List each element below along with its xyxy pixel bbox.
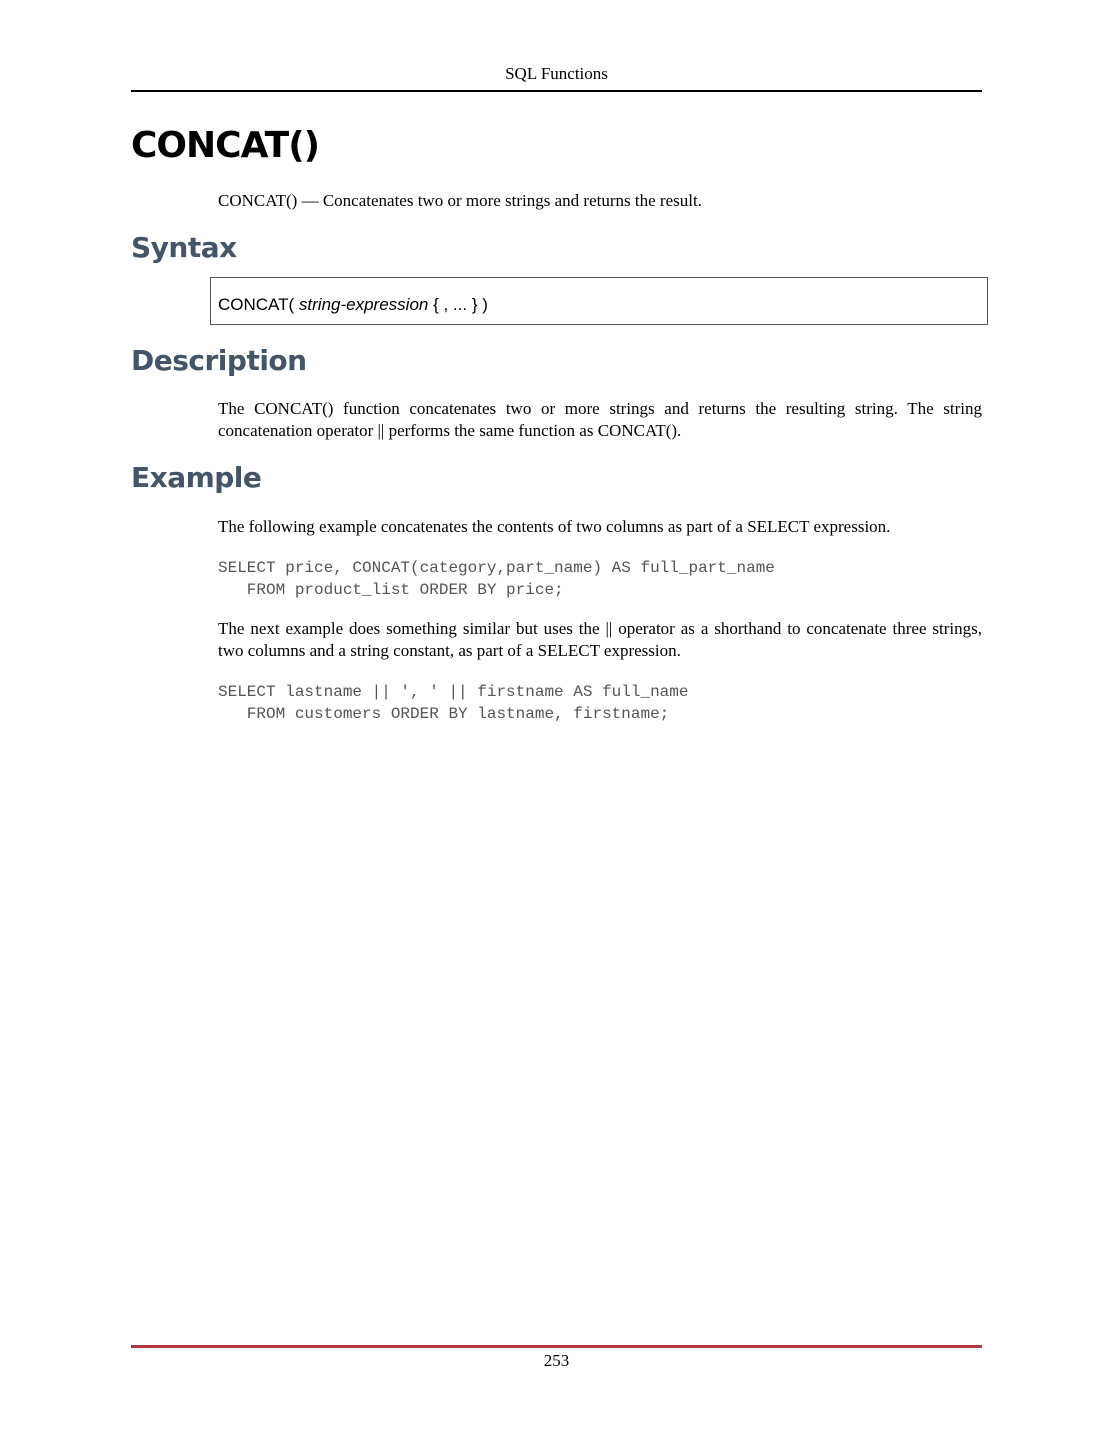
example-intro-2: The next example does something similar but uses the || operator as a shorthand to concatenate three strings, two columns and a string constant, as part of a SELECT expression. — [218, 619, 982, 660]
code-line: FROM product_list ORDER BY price; — [218, 581, 564, 599]
example-intro-1: The following example concatenates the contents of two columns as part of a SELECT expression. — [218, 517, 891, 536]
code-line: FROM customers ORDER BY lastname, firstname; — [218, 705, 670, 723]
function-purpose: CONCAT() — Concatenates two or more strings and returns the result. — [218, 191, 702, 210]
syntax-synopsis — [218, 294, 488, 316]
running-header: SQL Functions — [505, 64, 608, 83]
code-line: SELECT lastname || ', ' || firstname AS full_name — [218, 683, 689, 701]
code-block-2 — [218, 681, 688, 725]
example-heading: Example — [131, 461, 262, 494]
syntax-suffix: { , ... } ) — [428, 295, 488, 314]
page-title: CONCAT() — [131, 125, 320, 166]
description-heading: Description — [131, 344, 307, 377]
page-number: 253 — [543, 1351, 570, 1370]
header-rule — [131, 90, 982, 92]
syntax-prefix: CONCAT( — [218, 295, 299, 314]
description-text: The CONCAT() function concatenates two or more strings and returns the resulting string. The string concatenation operator || performs the same function as CONCAT(). — [218, 399, 982, 440]
code-block-1 — [218, 557, 775, 601]
footer-rule — [131, 1345, 982, 1348]
syntax-heading: Syntax — [131, 231, 237, 264]
syntax-argument: string-expression — [298, 295, 429, 314]
code-line: SELECT price, CONCAT(category,part_name) AS full_part_name — [218, 559, 775, 577]
